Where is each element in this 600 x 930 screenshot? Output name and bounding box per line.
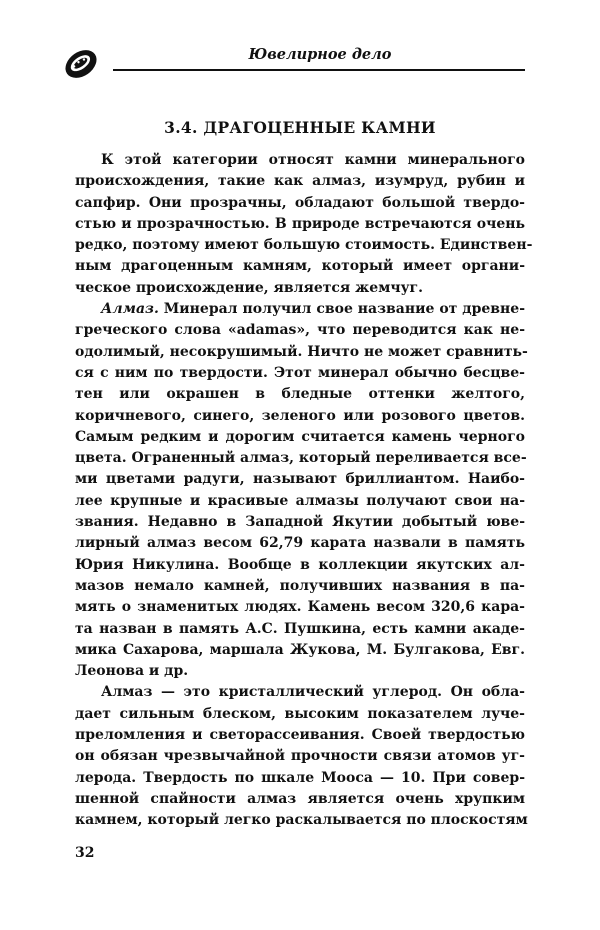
text-line [75,299,525,320]
text-line: ми цветами радуги, называют бриллиантом. Наибо- [75,471,525,488]
text-line: сапфир. Они прозрачны, обладают большой твердо- [75,194,525,211]
ring-icon [62,45,100,83]
text-line: К этой категории относят камни минерального [101,152,525,168]
text-line: Алмаз — это кристаллический углерод. Он обла- [101,684,525,701]
text-line: Юрия Никулина. Вообще в коллекции якутских ал- [75,556,525,573]
text-line: мять о знаменитых людях. Камень весом 320,6 кара- [75,599,525,616]
text-line: мика Сахарова, маршала Жукова, М. Булгакова, Евг. [75,641,525,658]
text-line: происхождения, такие как алмаз, изумруд, рубин и [75,173,525,190]
section-title: 3.4. ДРАГОЦЕННЫЕ КАМНИ [164,118,436,137]
text-line: стью и прозрачностью. В природе встречаются очень [75,215,525,232]
text-line: ся с ним по твердости. Этот минерал обычно бесцве- [75,364,525,381]
text-line: греческого слова «adamas», что переводится как не- [75,322,525,339]
text-line: ным драгоценным камням, который имеет органи- [75,258,525,275]
text-line: камнем, который легко раскалывается по плоскостям [75,812,528,829]
text-line: лее крупные и красивые алмазы получают свои на- [75,492,525,509]
text-line: дает сильным блеском, высоким показателем луче- [75,705,525,722]
text-line: Леонова и др. [75,663,189,680]
text-line: шенной спайности алмаз является очень хрупким [75,790,525,807]
text-line: та назван в память А.С. Пушкина, есть камни акаде- [75,620,525,637]
text-line: мазов немало камней, получивших названия в па- [75,577,525,594]
body-text [75,150,533,832]
running-head: Ювелирное дело [248,46,392,63]
term-lead: Алмаз. [101,301,159,318]
text-line: звания. Недавно в Западной Якутии добытый юве- [75,514,525,531]
text-line: редко, поэтому имеют большую стоимость. Единствен- [75,237,533,254]
text-line: одолимый, несокрушимый. Ничто не может сравнить- [75,343,528,360]
text-line: тен или окрашен в бледные оттенки желтого, [75,386,525,403]
header-rule [113,69,525,71]
text-line: преломления и светорассеивания. Своей твердостью [75,727,525,744]
text-line: лерода. Твердость по шкале Мооса — 10. При совер- [75,769,525,786]
text-line: цвета. Ограненный алмаз, который переливается все- [75,450,527,467]
text-line: Самым редким и дорогим считается камень черного [75,428,525,445]
text-line: лирный алмаз весом 62,79 карата назвали в память [75,535,525,552]
text-line: он обязан чрезвычайной прочности связи атомов уг- [75,748,525,765]
text-line: коричневого, синего, зеленого или розового цветов. [75,407,525,424]
text-line: ческое происхождение, является жемчуг. [75,279,424,296]
page-number: 32 [75,845,95,861]
text-run: Минерал получил свое название от древне- [158,301,525,318]
